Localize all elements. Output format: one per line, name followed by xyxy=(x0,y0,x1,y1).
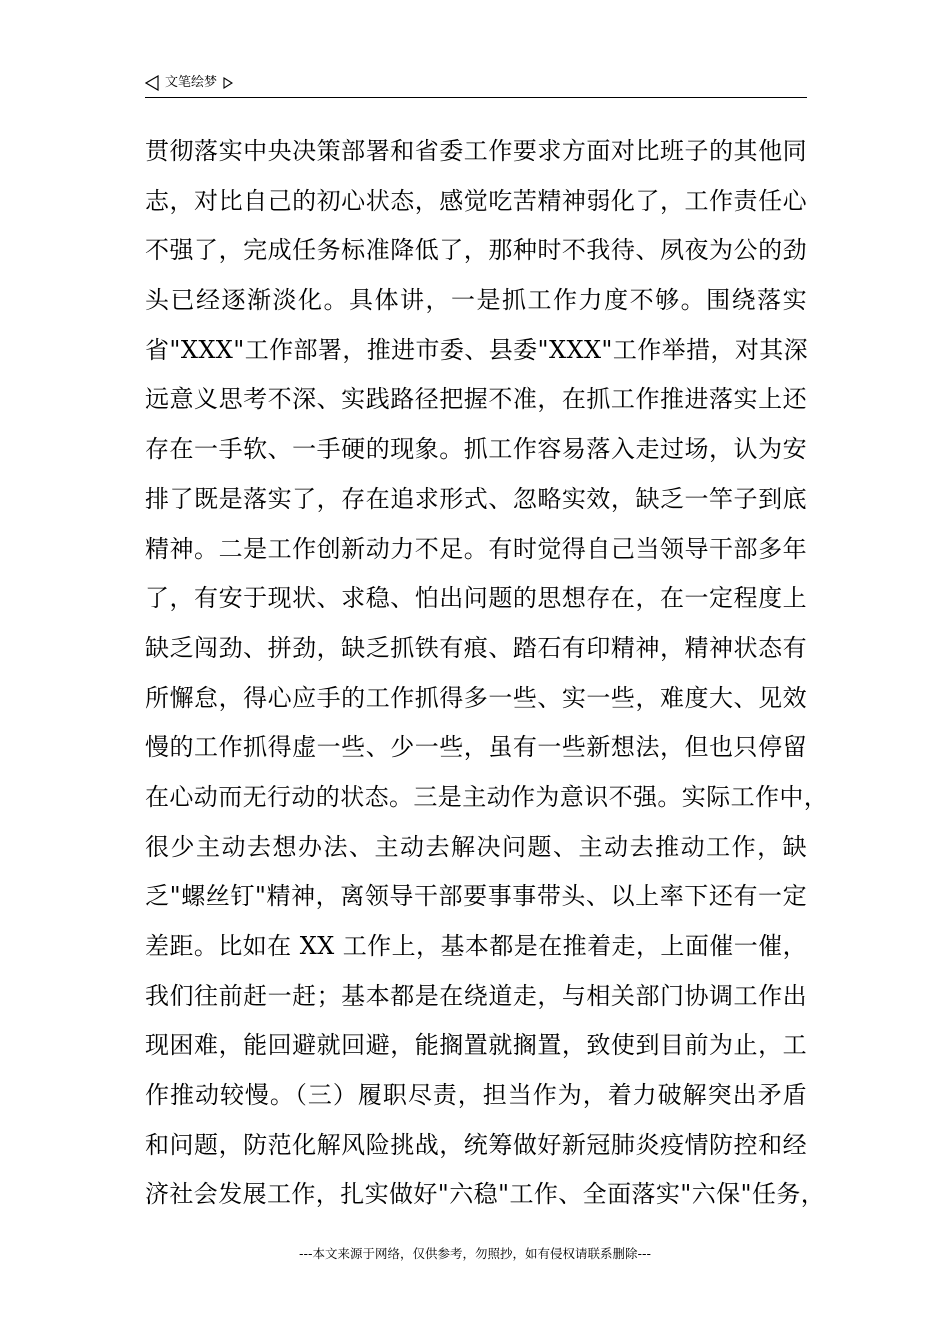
body-line: 现困难，能回避就回避，能搁置就搁置，致使到目前为止，工 xyxy=(145,1031,807,1060)
body-line: 省"XXX"工作部署，推进市委、县委"XXX"工作举措，对其深 xyxy=(145,335,809,364)
body-line: 差距。比如在 XX 工作上，基本都是在推着走，上面催一催， xyxy=(145,932,807,960)
body-line: 贯彻落实中央决策部署和省委工作要求方面对比班子的其他同 xyxy=(145,137,807,165)
triangle-right-outline-icon xyxy=(223,77,233,89)
body-line: 不强了，完成任务标准降低了，那种时不我待、夙夜为公的劲 xyxy=(145,236,807,265)
body-line: 存在一手软、一手硬的现象。抓工作容易落入走过场，认为安 xyxy=(145,435,807,464)
document-body xyxy=(145,127,829,1220)
body-line: 志，对比自己的初心状态，感觉吃苦精神弱化了，工作责任心 xyxy=(145,186,807,215)
body-line: 精神。二是工作创新动力不足。有时觉得自己当领导干部多年 xyxy=(145,534,807,563)
body-line: 和问题，防范化解风险挑战，统筹做好新冠肺炎疫情防控和经 xyxy=(145,1130,807,1159)
body-line: 了，有安于现状、求稳、怕出问题的思想存在，在一定程度上 xyxy=(145,584,807,613)
body-line: 缺乏闯劲、拼劲，缺乏抓铁有痕、踏石有印精神，精神状态有 xyxy=(145,633,807,662)
body-line: 乏"螺丝钉"精神，离领导干部要事事带头、以上率下还有一定 xyxy=(145,882,807,911)
header-title-group xyxy=(145,74,233,92)
body-line: 很少主动去想办法、主动去解决问题、主动去推动工作，缺 xyxy=(145,832,807,861)
page-header xyxy=(145,72,807,98)
body-line: 所懈怠，得心应手的工作抓得多一些、实一些，难度大、见效 xyxy=(145,683,807,712)
body-line: 头已经逐渐淡化。具体讲，一是抓工作力度不够。围绕落实 xyxy=(145,286,807,315)
header-title: 文笔绘梦 xyxy=(165,75,218,90)
body-line: 远意义思考不深、实践路径把握不准，在抓工作推进落实上还 xyxy=(145,385,807,414)
page-footer-disclaimer: ---本文来源于网络，仅供参考，勿照抄，如有侵权请联系删除--- xyxy=(298,1246,652,1261)
body-line: 在心动而无行动的状态。三是主动作为意识不强。实际工作中， xyxy=(145,782,829,811)
body-line: 排了既是落实了，存在追求形式、忽略实效，缺乏一竿子到底 xyxy=(145,484,807,513)
triangle-left-outline-icon xyxy=(145,75,159,91)
body-line: 济社会发展工作，扎实做好"六稳"工作、全面落实"六保"任务， xyxy=(145,1180,826,1209)
body-line: 慢的工作抓得虚一些、少一些，虽有一些新想法，但也只停留 xyxy=(145,733,807,762)
body-line: 我们往前赶一赶；基本都是在绕道走，与相关部门协调工作出 xyxy=(145,981,807,1010)
body-line: 作推动较慢。（三）履职尽责，担当作为，着力破解突出矛盾 xyxy=(145,1081,807,1110)
